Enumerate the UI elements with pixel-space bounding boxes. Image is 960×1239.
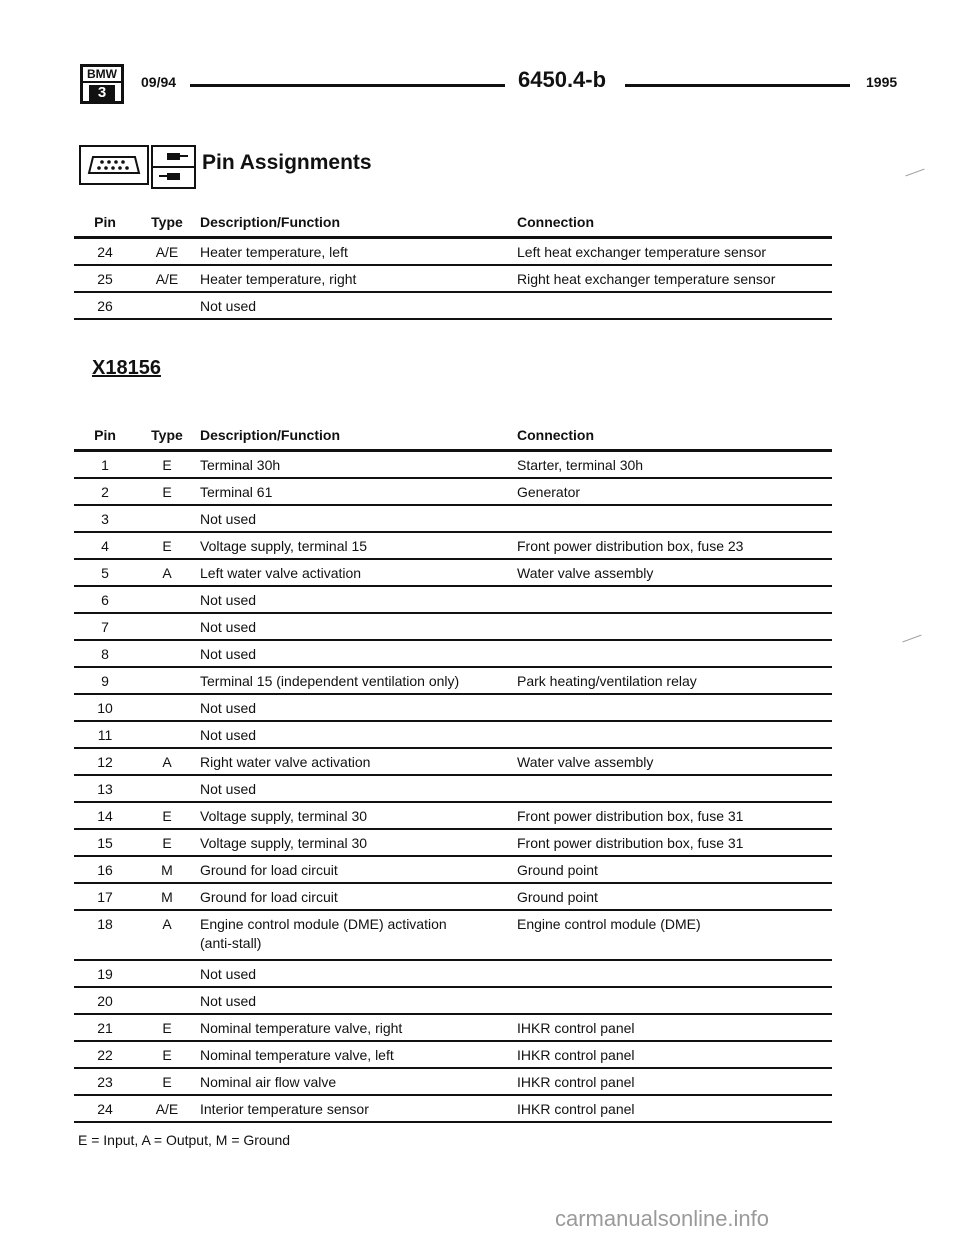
description-cell: Not used bbox=[200, 700, 257, 716]
connection-cell: Ground point bbox=[517, 862, 598, 878]
table-row bbox=[74, 1069, 832, 1096]
col-pin-header: Pin bbox=[94, 214, 116, 230]
col-connection-header: Connection bbox=[517, 427, 594, 443]
col-pin-header: Pin bbox=[94, 427, 116, 443]
pin-cell: 13 bbox=[97, 781, 113, 797]
table-row bbox=[74, 614, 832, 641]
table-row bbox=[74, 239, 832, 266]
description-cell: Ground for load circuit bbox=[200, 862, 338, 878]
table-row bbox=[74, 695, 832, 722]
pin-cell: 26 bbox=[97, 298, 113, 314]
table-row bbox=[74, 830, 832, 857]
description-cell: Not used bbox=[200, 993, 257, 1009]
description-cell: Nominal air flow valve bbox=[200, 1074, 337, 1090]
description-cell: Not used bbox=[200, 511, 257, 527]
type-legend: E = Input, A = Output, M = Ground bbox=[78, 1132, 291, 1148]
connection-cell: Left heat exchanger temperature sensor bbox=[517, 244, 767, 260]
table-row bbox=[74, 776, 832, 803]
description-cell: Terminal 61 bbox=[200, 484, 273, 500]
type-cell: E bbox=[162, 1074, 172, 1090]
connection-cell: IHKR control panel bbox=[517, 1047, 635, 1063]
connection-cell: Right heat exchanger temperature sensor bbox=[517, 271, 776, 287]
table-row bbox=[74, 641, 832, 668]
document-number: 6450.4-b bbox=[518, 67, 607, 92]
pin-table-x18156 bbox=[74, 425, 832, 1123]
pin-cell: 25 bbox=[97, 271, 113, 287]
description-cell: Interior temperature sensor bbox=[200, 1101, 369, 1117]
type-cell: E bbox=[162, 835, 172, 851]
plug-icon bbox=[151, 145, 196, 189]
connection-cell: IHKR control panel bbox=[517, 1020, 635, 1036]
header-rule-left bbox=[190, 84, 505, 87]
pin-cell: 18 bbox=[97, 916, 113, 932]
description-cell: Heater temperature, right bbox=[200, 271, 357, 287]
pin-cell: 7 bbox=[101, 619, 109, 635]
table-row bbox=[74, 961, 832, 988]
description-cell: Not used bbox=[200, 966, 257, 982]
description-cell: Not used bbox=[200, 592, 257, 608]
table-row bbox=[74, 479, 832, 506]
pin-cell: 17 bbox=[97, 889, 113, 905]
pin-cell: 19 bbox=[97, 966, 113, 982]
connection-cell: Front power distribution box, fuse 31 bbox=[517, 808, 744, 824]
pin-cell: 15 bbox=[97, 835, 113, 851]
type-cell: A bbox=[162, 916, 172, 932]
description-cell: Nominal temperature valve, right bbox=[200, 1020, 403, 1036]
pin-cell: 14 bbox=[97, 808, 113, 824]
table-row bbox=[74, 749, 832, 776]
table-row bbox=[74, 533, 832, 560]
table-row bbox=[74, 1015, 832, 1042]
pin-cell: 21 bbox=[97, 1020, 113, 1036]
description-cell: Not used bbox=[200, 298, 257, 314]
table-row bbox=[74, 668, 832, 695]
description-cell: Right water valve activation bbox=[200, 754, 371, 770]
col-type-header: Type bbox=[151, 427, 183, 443]
pin-cell: 9 bbox=[101, 673, 109, 689]
pin-cell: 5 bbox=[101, 565, 109, 581]
connection-cell: Water valve assembly bbox=[517, 565, 654, 581]
connection-cell: IHKR control panel bbox=[517, 1074, 635, 1090]
table-row bbox=[74, 587, 832, 614]
table-header bbox=[74, 425, 832, 452]
pin-cell: 6 bbox=[101, 592, 109, 608]
bmw-3-series-logo-icon bbox=[80, 64, 124, 104]
type-cell: E bbox=[162, 1047, 172, 1063]
type-cell: E bbox=[162, 457, 172, 473]
connection-cell: Front power distribution box, fuse 23 bbox=[517, 538, 744, 554]
connection-cell: Water valve assembly bbox=[517, 754, 654, 770]
pin-cell: 20 bbox=[97, 993, 113, 1009]
type-cell: E bbox=[162, 484, 172, 500]
pin-cell: 23 bbox=[97, 1074, 113, 1090]
table-row bbox=[74, 884, 832, 911]
connection-cell: Starter, terminal 30h bbox=[517, 457, 644, 473]
table-header bbox=[74, 212, 832, 239]
logo-series: 3 bbox=[89, 85, 115, 101]
section-title: Pin Assignments bbox=[202, 151, 372, 174]
type-cell: A bbox=[162, 754, 172, 770]
table-row bbox=[74, 722, 832, 749]
pin-cell: 8 bbox=[101, 646, 109, 662]
pin-cell: 2 bbox=[101, 484, 109, 500]
description-cell: Ground for load circuit bbox=[200, 889, 338, 905]
table-row bbox=[74, 506, 832, 533]
pin-cell: 3 bbox=[101, 511, 109, 527]
connection-cell: IHKR control panel bbox=[517, 1101, 635, 1117]
pin-cell: 24 bbox=[97, 1101, 113, 1117]
description-cell: Not used bbox=[200, 727, 257, 743]
description-cell: Nominal temperature valve, left bbox=[200, 1047, 394, 1063]
pin-cell: 24 bbox=[97, 244, 113, 260]
type-cell: A/E bbox=[155, 271, 179, 287]
type-cell: M bbox=[161, 862, 173, 878]
description-cell: Heater temperature, left bbox=[200, 244, 348, 260]
col-description-header: Description/Function bbox=[200, 214, 340, 230]
description-cell-continued: (anti-stall) bbox=[200, 935, 262, 951]
table-row bbox=[74, 1042, 832, 1069]
table-row bbox=[74, 452, 832, 479]
description-cell: Not used bbox=[200, 781, 257, 797]
description-cell: Engine control module (DME) activation bbox=[200, 916, 447, 932]
page-header bbox=[80, 64, 898, 104]
connection-cell: Front power distribution box, fuse 31 bbox=[517, 835, 744, 851]
scan-mark bbox=[905, 169, 924, 177]
header-date: 09/94 bbox=[141, 74, 177, 90]
type-cell: M bbox=[161, 889, 173, 905]
table-row bbox=[74, 266, 832, 293]
connection-cell: Generator bbox=[517, 484, 581, 500]
pin-cell: 11 bbox=[97, 727, 113, 743]
type-cell: A bbox=[162, 565, 172, 581]
type-cell: A/E bbox=[155, 244, 179, 260]
header-year: 1995 bbox=[866, 74, 898, 90]
logo-brand: BMW bbox=[83, 67, 121, 83]
description-cell: Voltage supply, terminal 15 bbox=[200, 538, 368, 554]
type-cell: E bbox=[162, 1020, 172, 1036]
connector-label: X18156 bbox=[92, 357, 161, 379]
table-row bbox=[74, 560, 832, 587]
description-cell: Left water valve activation bbox=[200, 565, 362, 581]
table-row bbox=[74, 857, 832, 884]
col-type-header: Type bbox=[151, 214, 183, 230]
pin-cell: 16 bbox=[97, 862, 113, 878]
connection-cell: Park heating/ventilation relay bbox=[517, 673, 697, 689]
pin-cell: 22 bbox=[97, 1047, 113, 1063]
description-cell: Not used bbox=[200, 646, 257, 662]
header-rule-right bbox=[625, 84, 850, 87]
type-cell: E bbox=[162, 808, 172, 824]
watermark: carmanualsonline.info bbox=[555, 1206, 770, 1231]
description-cell: Voltage supply, terminal 30 bbox=[200, 808, 368, 824]
type-cell: E bbox=[162, 538, 172, 554]
connector-icon bbox=[79, 145, 149, 185]
table-row bbox=[74, 1096, 832, 1123]
type-cell: A/E bbox=[155, 1101, 179, 1117]
table-row bbox=[74, 911, 832, 961]
description-cell: Terminal 30h bbox=[200, 457, 281, 473]
pin-cell: 4 bbox=[101, 538, 109, 554]
scan-mark bbox=[902, 635, 921, 643]
description-cell: Not used bbox=[200, 619, 257, 635]
connection-cell: Engine control module (DME) bbox=[517, 916, 701, 932]
description-cell: Terminal 15 (independent ventilation only) bbox=[200, 673, 460, 689]
pin-cell: 10 bbox=[97, 700, 113, 716]
pin-table-continued bbox=[74, 212, 832, 320]
connection-cell: Ground point bbox=[517, 889, 598, 905]
description-cell: Voltage supply, terminal 30 bbox=[200, 835, 368, 851]
pin-cell: 12 bbox=[97, 754, 113, 770]
table-row bbox=[74, 293, 832, 320]
pin-cell: 1 bbox=[101, 457, 109, 473]
table-row bbox=[74, 803, 832, 830]
col-connection-header: Connection bbox=[517, 214, 594, 230]
col-description-header: Description/Function bbox=[200, 427, 340, 443]
table-row bbox=[74, 988, 832, 1015]
